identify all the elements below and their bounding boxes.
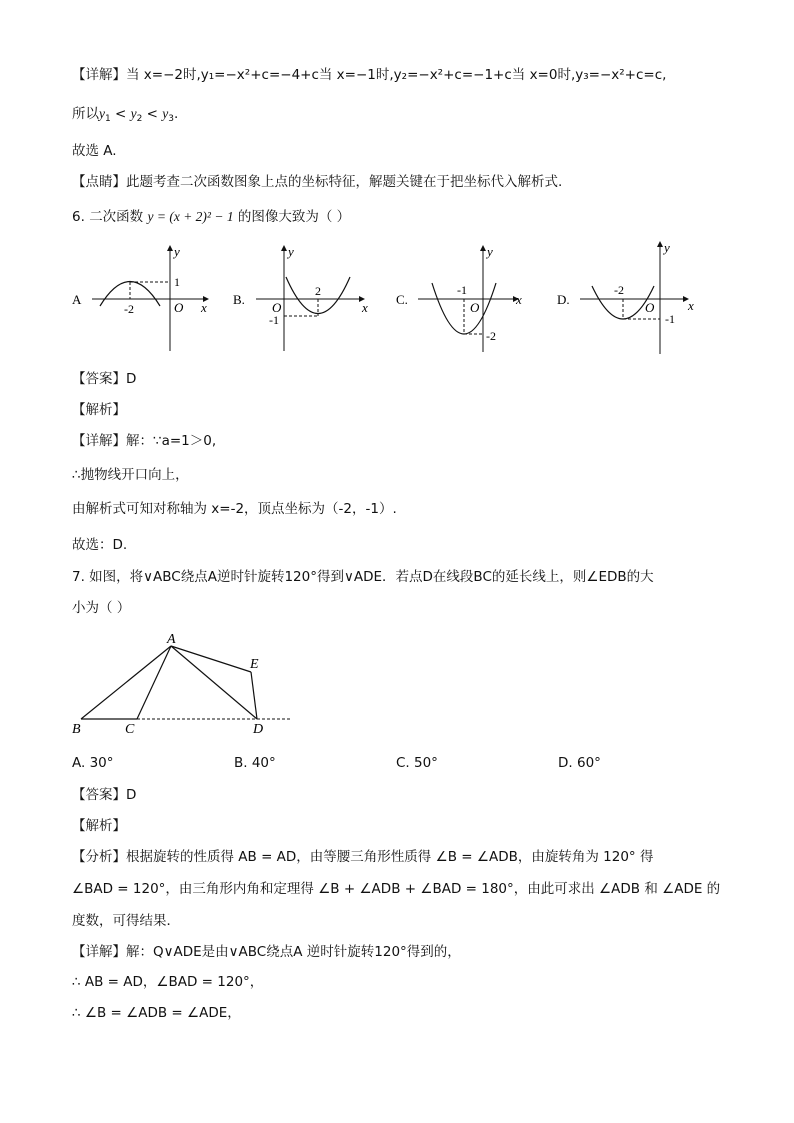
q7-rotation-figure (0, 628, 794, 743)
q7-detail-line-3: ∴ ∠B = ∠ADB = ∠ADE， (72, 1005, 241, 1021)
graph-c-minus-one: -1 (457, 283, 467, 297)
q6-option-graphs (0, 238, 794, 368)
graph-b (233, 244, 368, 351)
vertex-d-label: D (253, 722, 264, 737)
q6-formula: y = (x + 2)² − 1 (147, 209, 234, 224)
q7-detail-line-2: ∴ AB = AD，∠BAD = 120°， (72, 974, 264, 990)
q7-option-c: C. 50° (396, 755, 438, 771)
graph-c (396, 244, 522, 352)
graph-d-minus-two: -2 (614, 283, 624, 297)
y1-var: y (99, 106, 105, 121)
question-7-line-1: 7. 如图，将∨ABC绕点A逆时针旋转120°得到∨ADE．若点D在线段BC的延长线上，则∠EDB的大 (72, 569, 654, 585)
q6-choose: 故选：D. (72, 537, 128, 553)
graph-a-x-label: x (201, 300, 207, 315)
comment-line-q5: 【点睛】此题考查二次函数图象上点的坐标特征，解题关键在于把坐标代入解析式. (72, 174, 563, 190)
graph-c-minus-two: -2 (486, 329, 496, 343)
q6-analysis-heading: 【解析】 (72, 402, 126, 418)
q7-fenxi-line-1: 【分析】根据旋转的性质得 AB = AD，由等腰三角形性质得 ∠B = ∠ADB，由旋转角为 120° 得 (72, 849, 654, 865)
q6-answer: 【答案】D (72, 371, 137, 387)
question-6 (72, 208, 350, 226)
graph-d-x-label: x (688, 298, 694, 313)
graph-d-label: D. (557, 292, 570, 307)
detail-line-q5: 【详解】当 x=−2时,y₁=−x²+c=−4+c当 x=−1时,y₂=−x²+c=−1+c当 x=0时,y₃=−x²+c=c, (72, 67, 667, 83)
y2-var: y (130, 106, 137, 121)
q6-axis-vertex: 由解析式可知对称轴为 x=-2，顶点坐标为（-2，-1）. (72, 501, 397, 517)
graph-c-x-label: x (516, 292, 522, 307)
y3-var: y (162, 106, 169, 121)
y1-sub: 1 (105, 114, 111, 124)
vertex-a-label: A (167, 632, 176, 647)
graph-d-y-label: y (664, 240, 670, 255)
vertex-c-label: C (125, 722, 135, 737)
graph-a-origin: O (174, 300, 184, 315)
period: . (174, 106, 179, 122)
graph-b-minus-one: -1 (269, 313, 279, 327)
q7-fenxi-line-2: ∠BAD = 120°，由三角形内角和定理得 ∠B + ∠ADB + ∠BAD = 180°，由此可求出 ∠ADB 和 ∠ADE 的 (72, 881, 721, 897)
q6-suffix: 的图像大致为（ ） (237, 209, 351, 225)
choose-line-q5: 故选 A. (72, 143, 117, 159)
graph-a-label: A (72, 292, 82, 307)
graph-b-x-label: x (362, 300, 368, 315)
q7-answer: 【答案】D (72, 787, 137, 803)
q6-number: 6. (72, 209, 85, 225)
question-7-line-2: 小为（ ） (72, 600, 131, 616)
graph-a-y-label: y (174, 244, 180, 259)
q7-analysis-heading: 【解析】 (72, 818, 126, 834)
y3-sub: 3 (168, 114, 175, 124)
graph-a-minus-two: -2 (124, 302, 134, 316)
q6-detail: 【详解】解：∵a=1＞0, (72, 433, 217, 449)
ineq-line (72, 105, 178, 128)
graph-d-origin: O (645, 300, 655, 315)
vertex-e-label: E (250, 657, 259, 672)
vertex-b-label: B (72, 722, 81, 737)
q7-option-b: B. 40° (234, 755, 276, 771)
y2-sub: 2 (136, 114, 143, 124)
graph-a-one: 1 (174, 275, 180, 289)
q7-fenxi-line-3: 度数，可得结果． (72, 913, 180, 929)
q6-prefix: 二次函数 (89, 209, 144, 225)
graph-d-minus-one: -1 (665, 312, 675, 326)
q7-option-a: A. 30° (72, 755, 114, 771)
graph-a (72, 244, 208, 351)
lt-2: < (146, 106, 158, 122)
graph-b-origin: O (272, 300, 282, 315)
graph-c-origin: O (470, 300, 480, 315)
graph-b-y-label: y (288, 244, 294, 259)
graph-b-two: 2 (315, 284, 321, 298)
graph-d (557, 240, 694, 354)
q7-detail-line-1: 【详解】解：Q∨ADE是由∨ABC绕点A 逆时针旋转120°得到的， (72, 944, 461, 960)
graph-b-label: B. (233, 292, 245, 307)
so-text: 所以 (72, 106, 99, 122)
graph-c-y-label: y (487, 244, 493, 259)
graph-c-label: C. (396, 292, 408, 307)
q6-open-up: ∴抛物线开口向上， (72, 467, 189, 483)
q7-option-d: D. 60° (558, 755, 601, 771)
lt-1: < (115, 106, 127, 122)
